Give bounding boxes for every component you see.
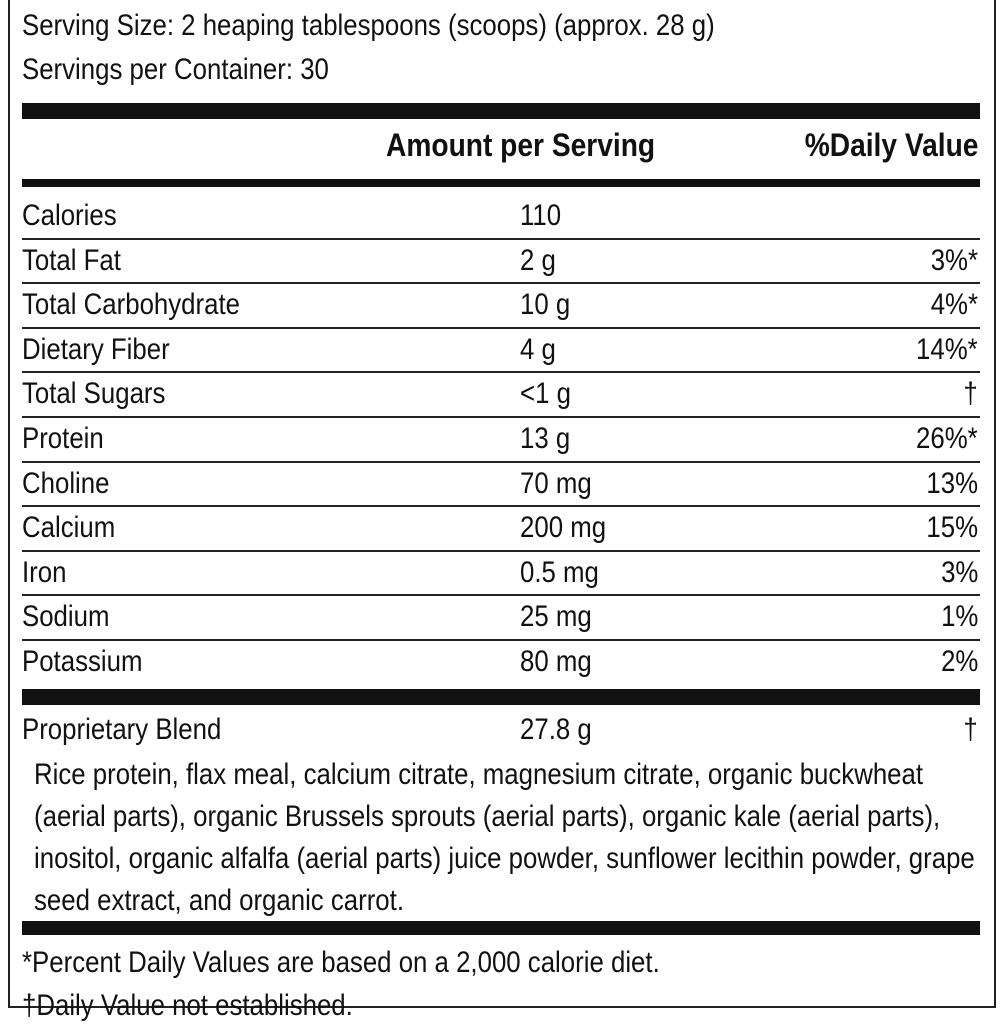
nutrient-amount: 110 — [520, 199, 562, 232]
thick-divider-footnotes — [22, 921, 980, 935]
nutrient-daily-value: 3%* — [930, 244, 978, 277]
footnote-percent-daily: *Percent Daily Values are based on a 2,000 calorie diet. — [22, 946, 660, 979]
thick-divider-top — [22, 103, 980, 119]
row-divider — [22, 594, 980, 596]
nutrient-amount: 2 g — [520, 244, 556, 277]
nutrient-daily-value: 13% — [926, 467, 978, 500]
row-divider — [22, 505, 980, 507]
nutrient-name: Total Carbohydrate — [22, 288, 240, 321]
nutrient-amount: <1 g — [520, 377, 571, 410]
nutrient-daily-value: 2% — [940, 645, 978, 678]
row-divider — [22, 639, 980, 641]
nutrient-name: Total Sugars — [22, 377, 166, 410]
nutrient-amount: 80 mg — [520, 645, 592, 678]
row-divider — [22, 461, 980, 463]
nutrient-daily-value: 1% — [940, 600, 978, 633]
nutrient-name: Total Fat — [22, 244, 121, 277]
blend-name: Proprietary Blend — [22, 713, 222, 746]
nutrient-daily-value: 3% — [940, 556, 978, 589]
thick-divider-blend — [22, 689, 980, 705]
header-divider — [22, 179, 980, 187]
nutrient-amount: 0.5 mg — [520, 556, 599, 589]
nutrient-name: Protein — [22, 422, 104, 455]
nutrient-amount: 13 g — [520, 422, 571, 455]
nutrient-amount: 70 mg — [520, 467, 592, 500]
row-divider — [22, 371, 980, 373]
nutrient-daily-value: † — [963, 377, 978, 410]
footnote-dagger: †Daily Value not established. — [22, 989, 353, 1022]
nutrient-daily-value: 26%* — [916, 422, 978, 455]
nutrient-name: Sodium — [22, 600, 110, 633]
nutrient-name: Choline — [22, 467, 110, 500]
row-divider — [22, 416, 980, 418]
nutrient-daily-value: 14%* — [916, 333, 978, 366]
nutrient-name: Calories — [22, 199, 117, 232]
nutrient-daily-value: 15% — [926, 511, 978, 544]
nutrient-amount: 10 g — [520, 288, 571, 321]
blend-ingredients: Rice protein, flax meal, calcium citrate, magnesium citrate, organic buckwheat (aerial parts), organic Brussels sprouts (aerial parts), organic kale (aerial parts), inositol, organic alfalfa (aerial parts) juice powder, sunflower lecithin powder, grape seed extract, and organic carrot. — [34, 758, 975, 917]
row-divider — [22, 327, 980, 329]
nutrient-name: Calcium — [22, 511, 116, 544]
nutrient-amount: 200 mg — [520, 511, 607, 544]
row-divider — [22, 238, 980, 240]
nutrient-name: Potassium — [22, 645, 143, 678]
blend-daily-value: † — [963, 713, 978, 746]
row-divider — [22, 282, 980, 284]
nutrient-amount: 25 mg — [520, 600, 592, 633]
blend-amount: 27.8 g — [520, 713, 592, 746]
serving-size: Serving Size: 2 heaping tablespoons (scoops) (approx. 28 g) — [22, 9, 715, 42]
nutrient-amount: 4 g — [520, 333, 556, 366]
nutrient-name: Dietary Fiber — [22, 333, 170, 366]
nutrient-daily-value: 4%* — [930, 288, 978, 321]
servings-per-container: Servings per Container: 30 — [22, 53, 329, 86]
row-divider — [22, 550, 980, 552]
amount-per-serving-header: Amount per Serving — [386, 127, 656, 163]
daily-value-header: %Daily Value — [804, 127, 978, 163]
nutrient-name: Iron — [22, 556, 67, 589]
